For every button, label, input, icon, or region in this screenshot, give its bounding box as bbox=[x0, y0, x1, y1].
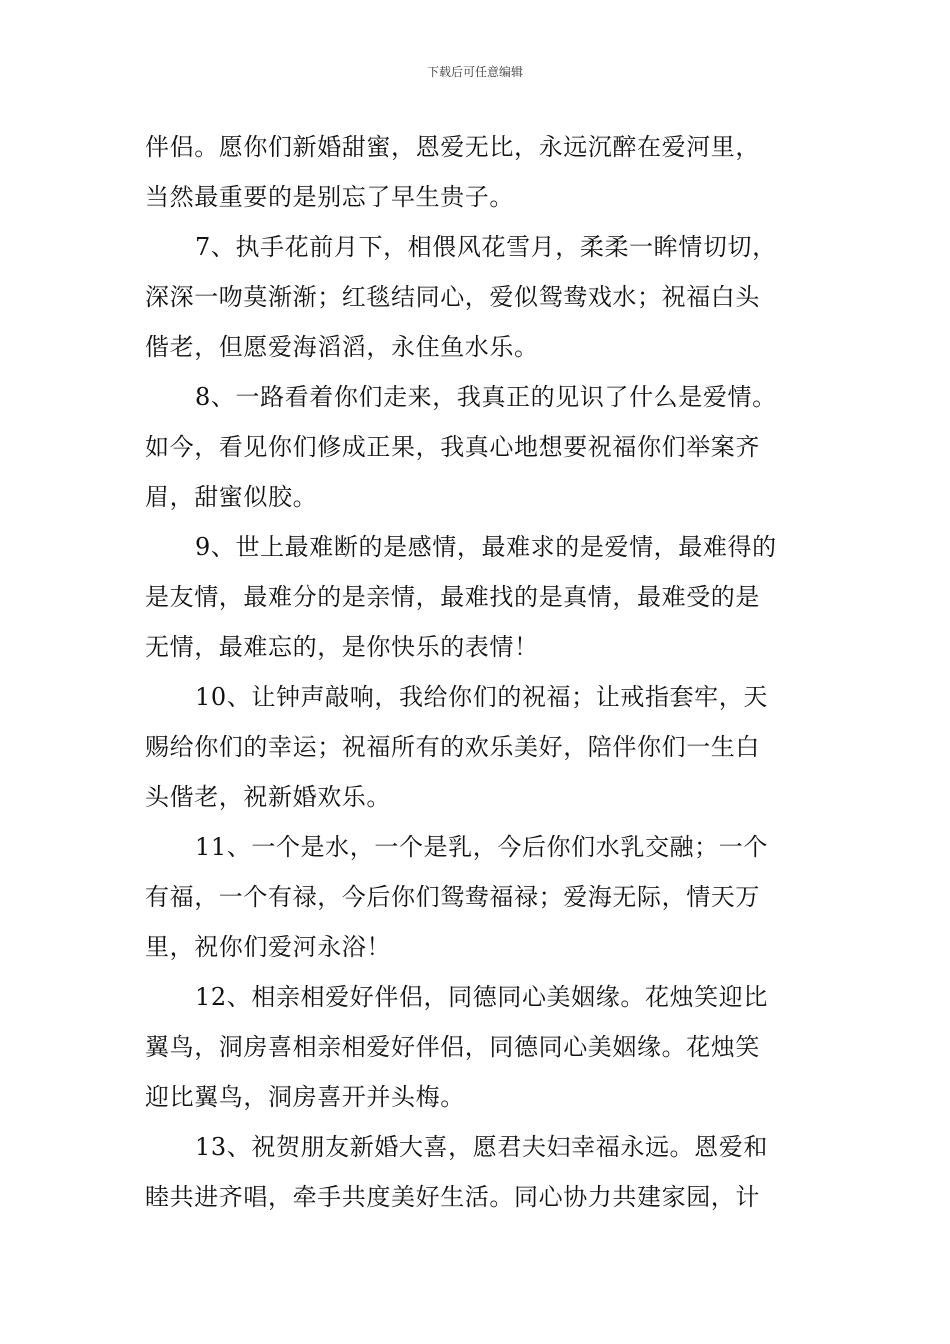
document-body bbox=[145, 122, 805, 1222]
paragraph bbox=[145, 1122, 805, 1222]
text-line: 10、让钟声敲响，我给你们的祝福；让戒指套牢，天 bbox=[195, 683, 768, 711]
text-line: 12、相亲相爱好伴侣，同德同心美姻缘。花烛笑迎比 bbox=[195, 983, 768, 1011]
text-line: 里，祝你们爱河永浴！ bbox=[145, 933, 391, 961]
text-line: 8、一路看着你们走来，我真正的见识了什么是爱情。 bbox=[195, 383, 777, 411]
text-line: 睦共进齐唱，牵手共度美好生活。同心协力共建家园，计 bbox=[145, 1183, 760, 1211]
text-line: 如今，看见你们修成正果，我真心地想要祝福你们举案齐 bbox=[145, 433, 760, 461]
paragraph bbox=[145, 372, 805, 522]
text-line: 迎比翼鸟，洞房喜开并头梅。 bbox=[145, 1083, 465, 1111]
text-line: 7、执手花前月下，相偎风花雪月，柔柔一眸情切切， bbox=[195, 233, 777, 261]
text-line: 有福，一个有禄，今后你们鸳鸯福禄；爱海无际，情天万 bbox=[145, 883, 760, 911]
text-line: 赐给你们的幸运；祝福所有的欢乐美好，陪伴你们一生白 bbox=[145, 733, 760, 761]
text-line: 9、世上最难断的是感情，最难求的是爱情，最难得的 bbox=[195, 533, 777, 561]
text-line: 偕老，但愿爱海滔滔，永住鱼水乐。 bbox=[145, 333, 539, 361]
paragraph bbox=[145, 672, 805, 822]
paragraph bbox=[145, 972, 805, 1122]
text-line: 头偕老，祝新婚欢乐。 bbox=[145, 783, 391, 811]
text-line: 是友情，最难分的是亲情，最难找的是真情，最难受的是 bbox=[145, 583, 760, 611]
text-line: 13、祝贺朋友新婚大喜，愿君夫妇幸福永远。恩爱和 bbox=[195, 1133, 768, 1161]
text-line: 深深一吻莫渐渐；红毯结同心，爱似鸳鸯戏水；祝福白头 bbox=[145, 283, 760, 311]
paragraph bbox=[145, 122, 805, 222]
text-line: 翼鸟，洞房喜相亲相爱好伴侣，同德同心美姻缘。花烛笑 bbox=[145, 1033, 760, 1061]
paragraph bbox=[145, 222, 805, 372]
text-line: 当然最重要的是别忘了早生贵子。 bbox=[145, 183, 514, 211]
text-line: 眉，甜蜜似胶。 bbox=[145, 483, 318, 511]
paragraph bbox=[145, 822, 805, 972]
page-header: 下载后可任意编辑 bbox=[426, 65, 523, 79]
paragraph bbox=[145, 522, 805, 672]
text-line: 11、一个是水，一个是乳，今后你们水乳交融；一个 bbox=[195, 833, 768, 861]
text-line: 无情，最难忘的，是你快乐的表情！ bbox=[145, 633, 539, 661]
text-line: 伴侣。愿你们新婚甜蜜，恩爱无比，永远沉醉在爱河里， bbox=[145, 133, 760, 161]
